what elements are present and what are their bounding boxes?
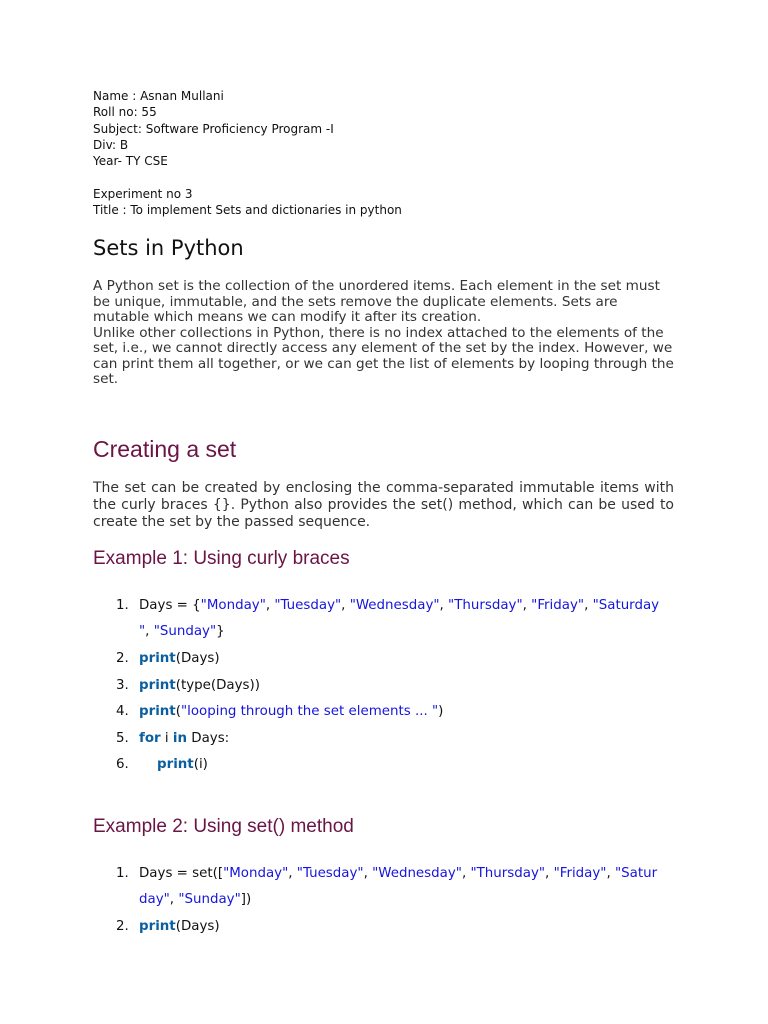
line-number: 1. — [116, 866, 129, 881]
code-line: print(type(Days)) — [139, 678, 260, 693]
subject: Subject: Software Proficiency Program -I — [93, 121, 334, 136]
code-line: Days = {"Monday", "Tuesday", "Wednesday", "Thursday", "Friday", "Saturday — [139, 598, 660, 613]
creating-paragraph: The set can be created by enclosing the comma-separated immutable items with the curly braces {}. Python also provides the set() method, which can be used to create the set by the passed sequence. — [93, 480, 674, 530]
line-number: 5. — [116, 731, 129, 746]
code-line: print(Days) — [139, 919, 220, 934]
experiment-number: Experiment no 3 — [93, 187, 193, 201]
heading-sets-in-python: Sets in Python — [93, 236, 244, 260]
code-line: Days = set(["Monday", "Tuesday", "Wednesday", "Thursday", "Friday", "Satur — [139, 866, 658, 881]
line-number: 4. — [116, 704, 129, 719]
line-number: 6. — [116, 757, 129, 772]
sets-description — [93, 279, 678, 388]
line-number: 3. — [116, 678, 129, 693]
sets-paragraph-2: Unlike other collections in Python, there is no index attached to the elements of the set, i.e., we cannot directly access any element of the set by the index. However, we can print them all together, or we can get the list of elements by looping through the set. — [93, 324, 674, 387]
code-line-continuation: day", "Sunday"]) — [139, 892, 252, 907]
code-line: for i in Days: — [139, 731, 230, 746]
experiment-title: Title : To implement Sets and dictionaries in python — [93, 203, 402, 218]
code-line-continuation: ", "Sunday"} — [139, 624, 225, 639]
line-number: 1. — [116, 598, 129, 613]
code-line: print(Days) — [139, 651, 220, 666]
sets-paragraph-1: A Python set is the collection of the unordered items. Each element in the set must be unique, immutable, and the sets remove the duplicate elements. Sets are mutable which means we can modify it after its creation. — [93, 278, 660, 325]
heading-example-1: Example 1: Using curly braces — [93, 548, 350, 569]
student-name: Name : Asnan Mullani — [93, 89, 224, 103]
student-info — [93, 88, 334, 169]
line-number: 2. — [116, 919, 129, 934]
experiment-info — [93, 186, 402, 219]
year: Year- TY CSE — [93, 154, 168, 169]
division: Div: B — [93, 137, 129, 152]
heading-example-2: Example 2: Using set() method — [93, 816, 354, 837]
code-line: print(i) — [157, 757, 208, 772]
line-number: 2. — [116, 651, 129, 666]
heading-creating-a-set: Creating a set — [93, 436, 237, 462]
roll-number: Roll no: 55 — [93, 105, 157, 120]
code-line: print("looping through the set elements ... ") — [139, 704, 444, 719]
